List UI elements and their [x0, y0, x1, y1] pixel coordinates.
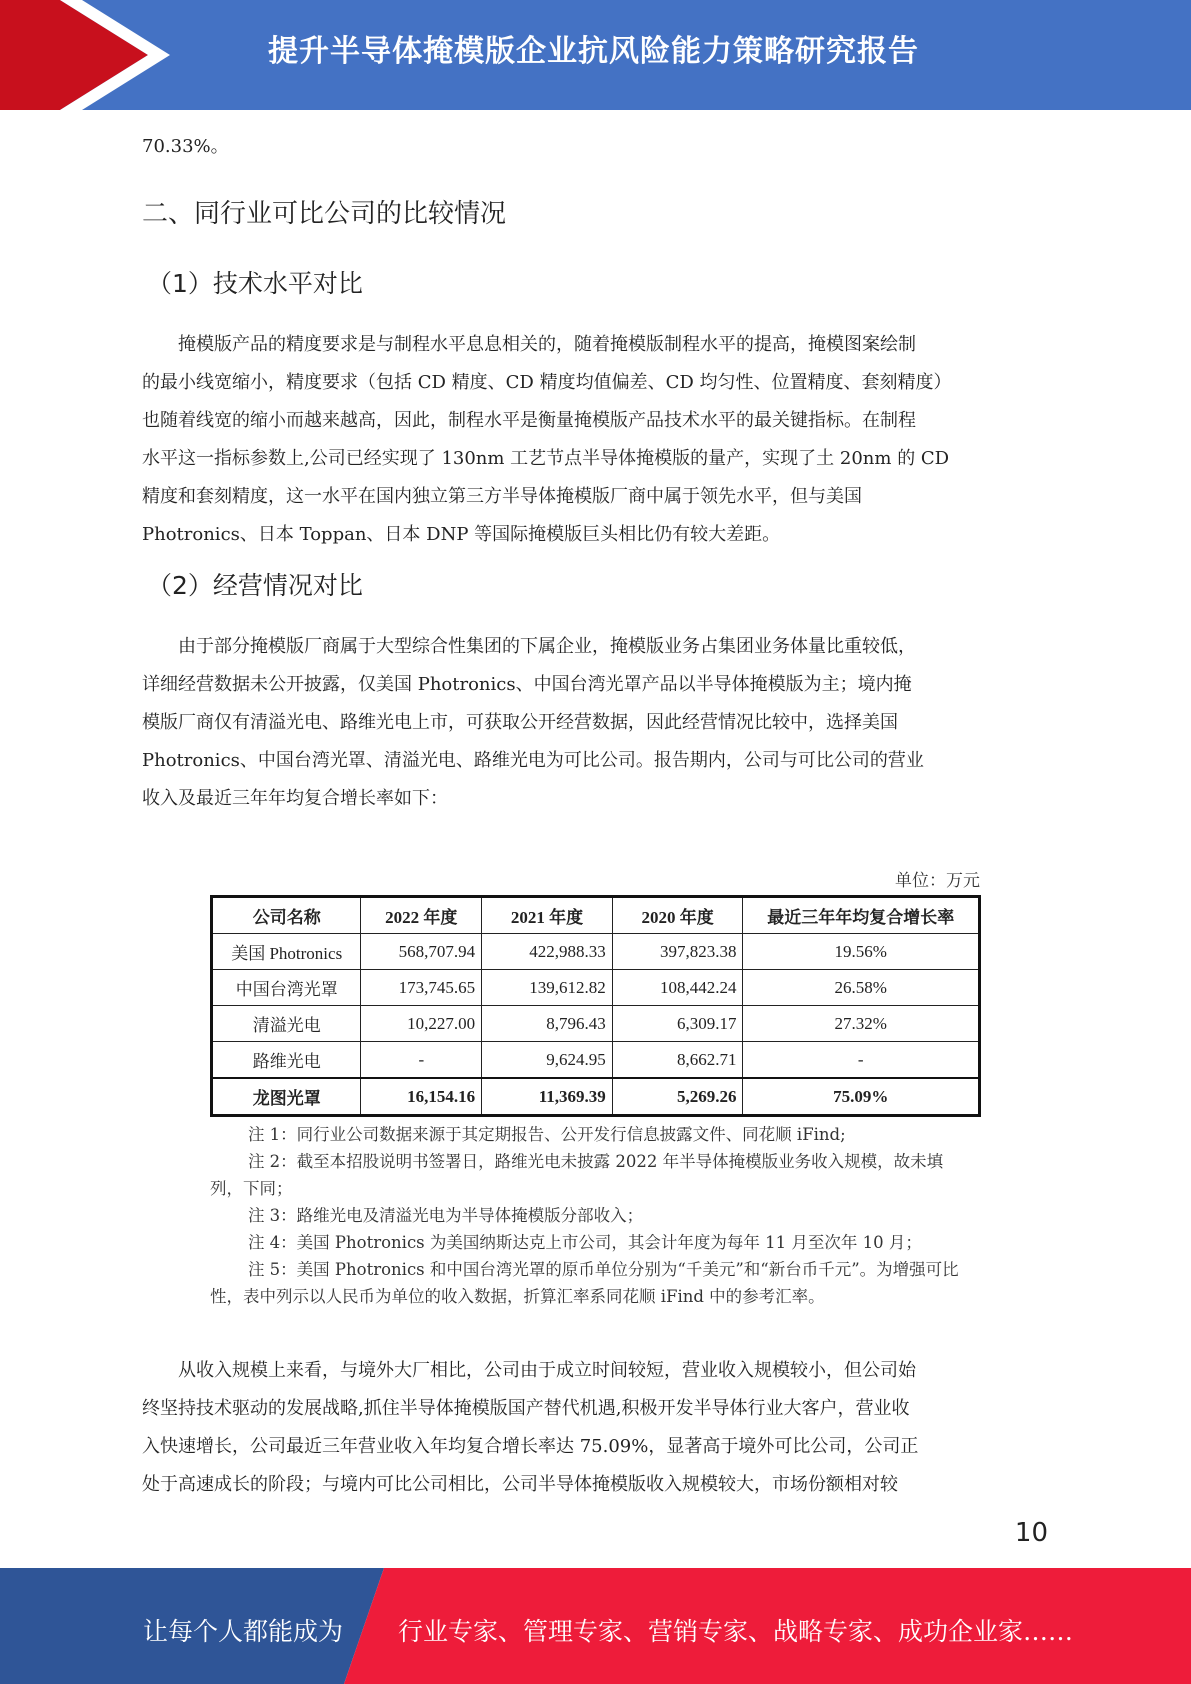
revenue-cell: 8,796.43 — [482, 1006, 613, 1042]
revenue-cell: 397,823.38 — [612, 934, 743, 970]
table-note: 注 2：截至本招股说明书签署日，路维光电未披露 2022 年半导体掩模版业务收入规模，故未填列，下同； — [210, 1152, 944, 1198]
company-name-cell: 美国 Photronics — [212, 934, 361, 970]
table-row — [212, 1006, 980, 1042]
section-title: 二、同行业可比公司的比较情况 — [142, 199, 507, 229]
footer-slogan-right: 行业专家、管理专家、营销专家、战略专家、成功企业家…… — [398, 1617, 1074, 1646]
paragraph-line: 模版厂商仅有清溢光电、路维光电上市，可获取公开经营数据，因此经营情况比较中，选择美国 — [142, 712, 898, 733]
table-row-company — [212, 1078, 980, 1116]
paragraph-revenue-scale — [142, 1352, 1047, 1504]
revenue-cell: 16,154.16 — [361, 1078, 482, 1116]
cagr-cell: - — [743, 1042, 980, 1079]
lead-line: 70.33%。 — [142, 136, 229, 157]
revenue-table-section — [210, 866, 982, 1310]
table-note: 注 4：美国 Photronics 为美国纳斯达克上市公司，其会计年度为每年 11 月至次年 10 月； — [247, 1233, 922, 1252]
table-row — [212, 1042, 980, 1079]
revenue-cell: 139,612.82 — [482, 970, 613, 1006]
paragraph-line: 从收入规模上来看，与境外大厂相比，公司由于成立时间较短，营业收入规模较小，但公司始 — [178, 1360, 916, 1381]
column-header: 最近三年年均复合增长率 — [743, 897, 980, 934]
paragraph-line: 终坚持技术驱动的发展战略,抓住半导体掩模版国产替代机遇,积极开发半导体行业大客户，营业收 — [142, 1398, 910, 1419]
paragraph-tech — [142, 326, 1047, 554]
company-name-cell: 清溢光电 — [212, 1006, 361, 1042]
paragraph-line: 水平这一指标参数上,公司已经实现了 130nm 工艺节点半导体掩模版的量产，实现了土 20nm 的 CD — [142, 448, 950, 469]
main-content — [142, 128, 1047, 818]
paragraph-operations — [142, 628, 1047, 818]
subsection-title-operations: （2）经营情况对比 — [147, 571, 363, 600]
paragraph-line: Photronics、日本 Toppan、日本 DNP 等国际掩模版巨头相比仍有较大差距。 — [142, 524, 781, 545]
report-title: 提升半导体掩模版企业抗风险能力策略研究报告 — [268, 34, 919, 69]
page-number: 10 — [1014, 1518, 1048, 1548]
paragraph-line: 处于高速成长的阶段；与境内可比公司相比，公司半导体掩模版收入规模较大，市场份额相对较 — [142, 1474, 898, 1495]
cagr-cell: 19.56% — [743, 934, 980, 970]
column-header: 2021 年度 — [482, 897, 613, 934]
revenue-cell: 9,624.95 — [482, 1042, 613, 1079]
subsection-title-tech: （1）技术水平对比 — [147, 269, 363, 298]
table-note: 注 3：路维光电及清溢光电为半导体掩模版分部收入； — [247, 1206, 644, 1225]
revenue-cell: 568,707.94 — [361, 934, 482, 970]
revenue-cell: 5,269.26 — [612, 1078, 743, 1116]
table-note: 注 5：美国 Photronics 和中国台湾光罩的原币单位分别为“千美元”和“新台币千元”。为增强可比性，表中列示以人民币为单位的收入数据，折算汇率系同花顺 iFind 中的参考汇率。 — [210, 1260, 959, 1306]
revenue-cell: 11,369.39 — [482, 1078, 613, 1116]
table-unit: 单位：万元 — [895, 871, 980, 891]
paragraph-line: 收入及最近三年年均复合增长率如下： — [142, 788, 448, 809]
paragraph-line: 掩模版产品的精度要求是与制程水平息息相关的，随着掩模版制程水平的提高，掩模图案绘制 — [178, 334, 916, 355]
table-note: 注 1：同行业公司数据来源于其定期报告、公开发行信息披露文件、同花顺 iFind; — [247, 1125, 846, 1144]
paragraph-line: 详细经营数据未公开披露，仅美国 Photronics、中国台湾光罩产品以半导体掩模版为主；境内掩 — [142, 674, 912, 695]
paragraph-line: 精度和套刻精度，这一水平在国内独立第三方半导体掩模版厂商中属于领先水平，但与美国 — [142, 486, 862, 507]
page-header — [0, 0, 1191, 110]
revenue-cell: - — [361, 1042, 482, 1079]
company-name-cell: 路维光电 — [212, 1042, 361, 1079]
paragraph-line: 入快速增长，公司最近三年营业收入年均复合增长率达 75.09%，显著高于境外可比公司，公司正 — [142, 1436, 919, 1457]
column-header: 公司名称 — [212, 897, 361, 934]
column-header: 2022 年度 — [361, 897, 482, 934]
cagr-cell: 27.32% — [743, 1006, 980, 1042]
company-name-cell: 中国台湾光罩 — [212, 970, 361, 1006]
paragraph-line: 也随着线宽的缩小而越来越高，因此，制程水平是衡量掩模版产品技术水平的最关键指标。在制程 — [142, 410, 916, 431]
paragraph-line: 的最小线宽缩小，精度要求（包括 CD 精度、CD 精度均值偏差、CD 均匀性、位置精度、套刻精度） — [142, 372, 952, 393]
revenue-cell: 108,442.24 — [612, 970, 743, 1006]
revenue-cell: 173,745.65 — [361, 970, 482, 1006]
column-header: 2020 年度 — [612, 897, 743, 934]
revenue-table — [210, 895, 981, 1117]
revenue-cell: 6,309.17 — [612, 1006, 743, 1042]
revenue-cell: 8,662.71 — [612, 1042, 743, 1079]
paragraph-line: 由于部分掩模版厂商属于大型综合性集团的下属企业，掩模版业务占集团业务体量比重较低， — [178, 636, 916, 657]
cagr-cell: 26.58% — [743, 970, 980, 1006]
cagr-cell: 75.09% — [743, 1078, 980, 1116]
table-header-row — [212, 897, 980, 934]
table-notes — [210, 1121, 970, 1310]
revenue-cell: 422,988.33 — [482, 934, 613, 970]
table-row — [212, 970, 980, 1006]
revenue-cell: 10,227.00 — [361, 1006, 482, 1042]
table-row — [212, 934, 980, 970]
company-name-cell: 龙图光罩 — [212, 1078, 361, 1116]
paragraph-line: Photronics、中国台湾光罩、清溢光电、路维光电为可比公司。报告期内，公司与可比公司的营业 — [142, 750, 924, 771]
footer-slogan-left: 让每个人都能成为 — [143, 1617, 344, 1646]
page-footer — [0, 1568, 1191, 1684]
